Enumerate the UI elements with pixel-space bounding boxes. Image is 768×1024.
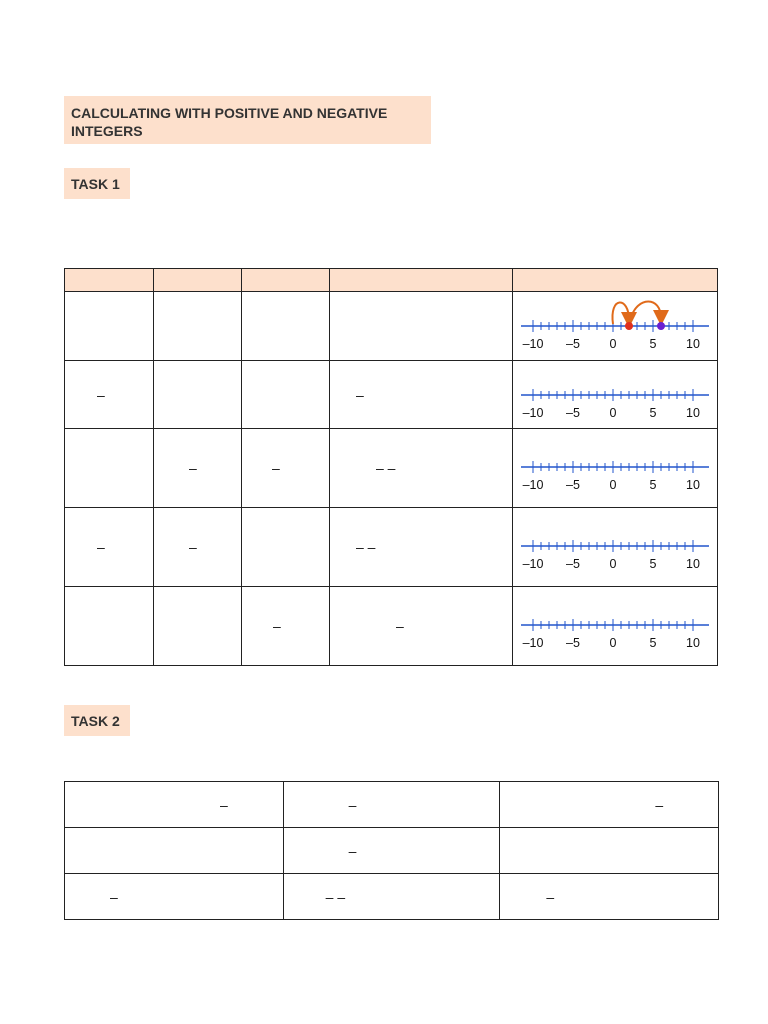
table-row xyxy=(65,874,719,920)
start-point xyxy=(625,322,633,330)
cell[interactable] xyxy=(283,828,500,874)
cell[interactable] xyxy=(65,429,154,508)
tick-label: –10 xyxy=(522,478,544,492)
tick-label: –10 xyxy=(522,557,544,571)
table-row xyxy=(65,828,719,874)
tick-label: 5 xyxy=(649,337,657,351)
number-line xyxy=(519,298,711,358)
table-header-row xyxy=(65,269,718,292)
cell[interactable] xyxy=(242,292,330,361)
cell[interactable] xyxy=(65,292,154,361)
tick-label: 5 xyxy=(649,636,657,650)
tick-label: –5 xyxy=(566,636,580,650)
cell[interactable] xyxy=(242,508,330,587)
number-line-cell xyxy=(513,429,718,508)
tick-label: –5 xyxy=(566,478,580,492)
cell[interactable] xyxy=(330,429,513,508)
cell-text: – xyxy=(272,460,280,476)
number-line-cell xyxy=(513,587,718,666)
table-row xyxy=(65,361,718,429)
cell[interactable] xyxy=(500,828,719,874)
cell-text: – xyxy=(220,797,228,813)
cell[interactable] xyxy=(65,361,154,429)
cell-text: – xyxy=(348,797,357,813)
cell[interactable] xyxy=(65,508,154,587)
table-row xyxy=(65,429,718,508)
cell-text: – xyxy=(189,539,197,555)
cell[interactable] xyxy=(65,874,284,920)
cell[interactable] xyxy=(242,429,330,508)
tick-label: –5 xyxy=(566,337,580,351)
cell-text: – xyxy=(348,843,357,859)
tick-label: –10 xyxy=(522,406,544,420)
table-row xyxy=(65,587,718,666)
cell[interactable] xyxy=(283,782,500,828)
header-cell xyxy=(513,269,718,292)
cell[interactable] xyxy=(283,874,500,920)
number-line xyxy=(519,439,711,499)
cell-text: – xyxy=(110,889,118,905)
tick-label: –10 xyxy=(522,337,544,351)
tick-label: 0 xyxy=(609,337,617,351)
tick-label: –5 xyxy=(566,406,580,420)
tick-label: 0 xyxy=(609,406,617,420)
number-line xyxy=(519,518,711,578)
tick-label: 5 xyxy=(649,406,657,420)
cell[interactable] xyxy=(65,828,284,874)
cell-text: – xyxy=(546,889,555,905)
tick-label: 0 xyxy=(609,557,617,571)
cell-text: – xyxy=(396,618,404,634)
tick-label: 10 xyxy=(686,337,700,351)
cell[interactable] xyxy=(154,429,242,508)
number-line xyxy=(519,367,711,427)
task-2-table xyxy=(64,781,719,920)
number-line xyxy=(519,597,711,657)
cell[interactable] xyxy=(500,782,719,828)
cell[interactable] xyxy=(154,508,242,587)
tick-label: 0 xyxy=(609,478,617,492)
cell[interactable] xyxy=(154,361,242,429)
worksheet-title: CALCULATING WITH POSITIVE AND NEGATIVE INTEGERS xyxy=(64,96,431,144)
cell[interactable] xyxy=(330,361,513,429)
tick-label: –5 xyxy=(566,557,580,571)
tick-label: 0 xyxy=(609,636,617,650)
cell[interactable] xyxy=(154,292,242,361)
cell[interactable] xyxy=(330,587,513,666)
cell-text: – xyxy=(356,387,364,403)
tick-label: 10 xyxy=(686,557,700,571)
cell-text: – xyxy=(97,387,105,403)
task-1-table xyxy=(64,268,718,666)
tick-label: 5 xyxy=(649,478,657,492)
tick-label: 10 xyxy=(686,636,700,650)
task-2-label: TASK 2 xyxy=(64,705,130,736)
table-row xyxy=(65,782,719,828)
end-point xyxy=(657,322,665,330)
cell[interactable] xyxy=(330,508,513,587)
number-line-cell xyxy=(513,361,718,429)
cell-text: – xyxy=(189,460,197,476)
header-cell xyxy=(154,269,242,292)
cell-text: – xyxy=(97,539,105,555)
cell[interactable] xyxy=(65,587,154,666)
cell-text: – xyxy=(273,618,281,634)
table-row xyxy=(65,292,718,361)
cell-text: – xyxy=(655,797,664,813)
cell[interactable] xyxy=(330,292,513,361)
tick-label: 5 xyxy=(649,557,657,571)
cell-text: – – xyxy=(325,889,346,905)
number-line-cell xyxy=(513,508,718,587)
tick-label: 10 xyxy=(686,478,700,492)
header-cell xyxy=(65,269,154,292)
cell[interactable] xyxy=(242,587,330,666)
header-cell xyxy=(242,269,330,292)
tick-label: 10 xyxy=(686,406,700,420)
cell[interactable] xyxy=(65,782,284,828)
jump-arrow xyxy=(631,302,661,319)
cell[interactable] xyxy=(242,361,330,429)
number-line-cell xyxy=(513,292,718,361)
table-row xyxy=(65,508,718,587)
cell-text: – – xyxy=(376,460,396,476)
header-cell xyxy=(330,269,513,292)
cell[interactable] xyxy=(500,874,719,920)
tick-label: –10 xyxy=(522,636,544,650)
jump-arrow xyxy=(612,302,629,324)
cell[interactable] xyxy=(154,587,242,666)
task-1-label: TASK 1 xyxy=(64,168,130,199)
cell-text: – – xyxy=(356,539,376,555)
